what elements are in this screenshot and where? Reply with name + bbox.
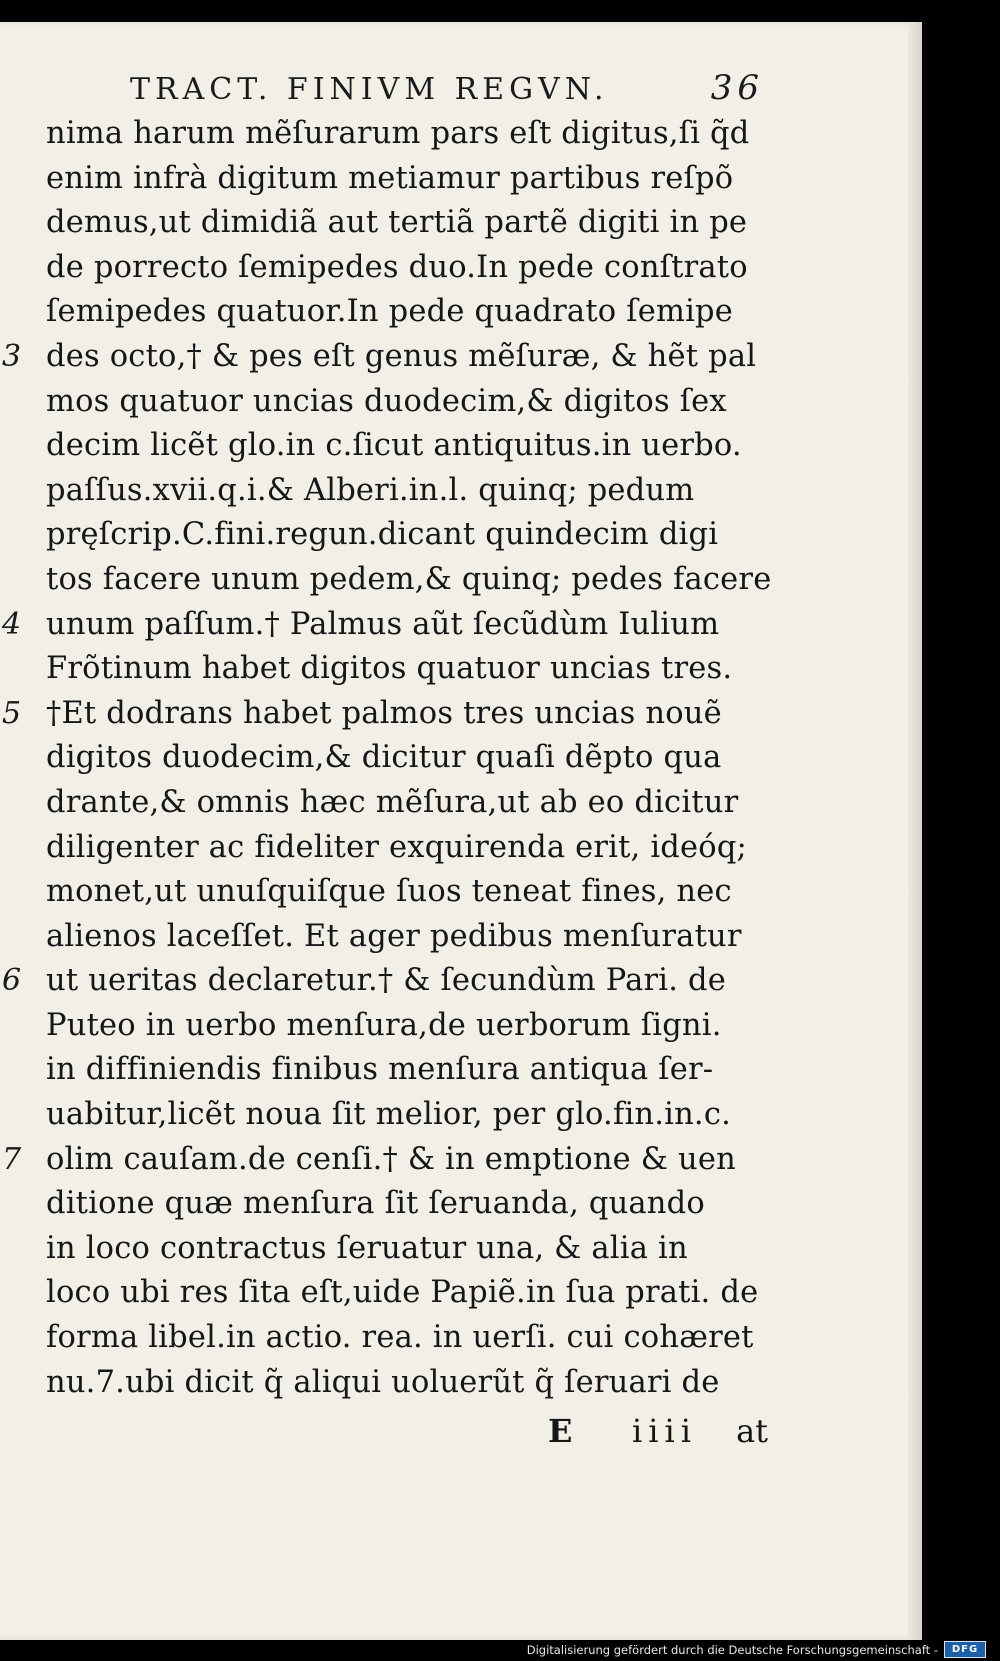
text-line: des octo,† & pes eſt genus mẽſuræ, & hẽt pal — [46, 338, 757, 374]
text-line: Puteo in uerbo menſura,de uerborum ſigni. — [46, 1007, 722, 1043]
text-line: alienos laceſſet. Et ager pedibus menſuratur — [46, 918, 742, 954]
text-line: loco ubi res ſita eſt,uide Papiẽ.in ſua prati. de — [46, 1275, 759, 1311]
text-line: paſſus.xvii.q.i.& Alberi.in.l. quinq; pedum — [46, 472, 695, 508]
text-line: decim licẽt glo.in c.ſicut antiquitus.in uerbo. — [46, 428, 742, 464]
text-line: uabitur,licẽt noua ſit melior, per glo.fin.in.c. — [46, 1097, 732, 1133]
running-head — [130, 68, 770, 112]
text-line: nu.7.ubi dicit q̃ aliqui uoluerũt q̃ ſeruari de — [46, 1364, 720, 1400]
text-line: tos facere unum pedem,& quinq; pedes facere — [46, 561, 772, 597]
text-line: pręſcrip.C.fini.regun.dicant quindecim digi — [46, 517, 719, 553]
running-head-title: TRACT. FINIVM REGVN. — [130, 72, 609, 107]
text-line: Frõtinum habet digitos quatuor uncias tres. — [46, 651, 733, 687]
text-line: diligenter ac fideliter exquirenda erit, ideóq; — [46, 829, 748, 865]
dfg-logo-icon: DFG — [944, 1641, 986, 1658]
text-line: in diffiniendis finibus menſura antiqua ſer- — [46, 1052, 714, 1088]
text-line: †Et dodrans habet palmos tres uncias nouẽ — [46, 695, 722, 731]
text-line: mos quatuor uncias duodecim,& digitos ſex — [46, 383, 727, 419]
margin-number: 4 — [2, 606, 22, 642]
text-line: drante,& omnis hæc mẽſura,ut ab eo dicitur — [46, 784, 739, 820]
catchword: at — [736, 1412, 768, 1450]
text-line: digitos duodecim,& dicitur quaſi dẽpto qua — [46, 740, 722, 776]
margin-number: 6 — [2, 963, 22, 999]
margin-number: 3 — [2, 339, 22, 374]
signature-letter: E — [548, 1412, 573, 1450]
margin-number: 7 — [2, 1141, 22, 1177]
text-line: in loco contractus ſeruatur una, & alia in — [46, 1230, 688, 1266]
signature-number: iiii — [632, 1412, 697, 1450]
text-line: ut ueritas declaretur.† & ſecundùm Pari. de — [46, 963, 726, 999]
page-edge — [908, 22, 922, 1640]
signature-line — [548, 1412, 768, 1456]
text-line: enim infrà digitum metiamur partibus reſpõ — [46, 160, 734, 196]
margin-number: 5 — [2, 695, 22, 731]
body-text — [46, 112, 772, 1405]
text-line: de porrecto ſemipedes duo.In pede conſtrato — [46, 249, 748, 285]
digitization-credit: Digitalisierung gefördert durch die Deutsche Forschungsgemeinschaft - — [526, 1643, 938, 1657]
text-line: forma libel.in actio. rea. in uerſi. cui cohæret — [46, 1320, 754, 1356]
page-number: 36 — [710, 68, 764, 108]
text-line: monet,ut unuſquiſque ſuos teneat fines, nec — [46, 874, 732, 910]
text-line: olim cauſam.de cenſi.† & in emptione & uen — [46, 1141, 736, 1177]
text-line: ſemipedes quatuor.In pede quadrato ſemipe — [46, 294, 734, 330]
text-line: ditione quæ menſura ſit ſeruanda, quando — [46, 1186, 705, 1222]
text-line: nima harum mẽſurarum pars eſt digitus,ſi q̃d — [46, 116, 750, 151]
text-line: unum paſſum.† Palmus aũt ſecũdùm Iulium — [46, 606, 720, 642]
text-line: demus,ut dimidiã aut tertiã partẽ digiti in pe — [46, 205, 748, 241]
